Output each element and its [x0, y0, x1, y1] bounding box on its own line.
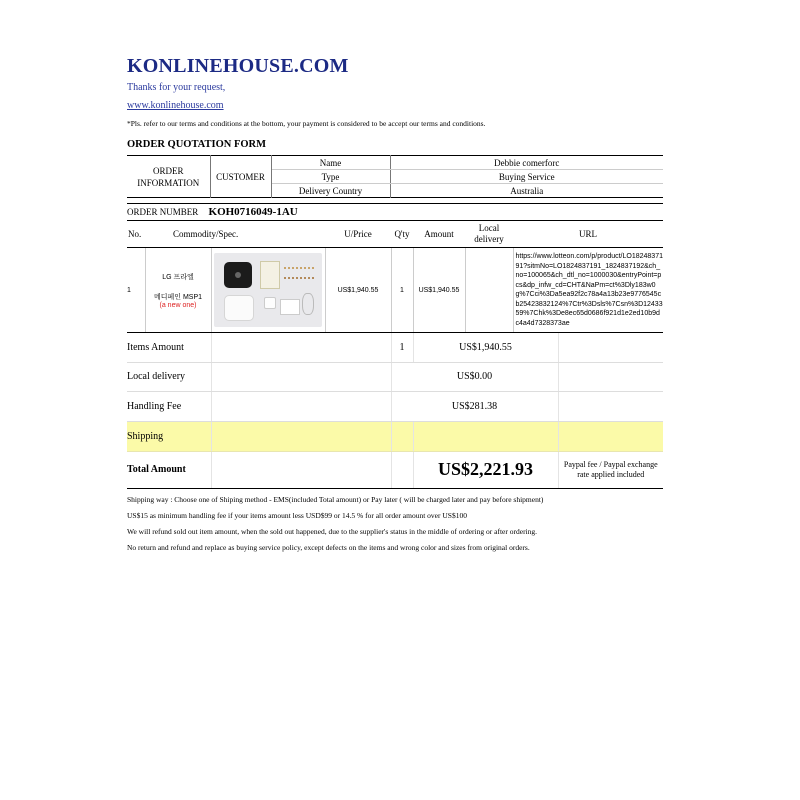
accessory-icon: [264, 297, 276, 309]
website-link[interactable]: www.konlinehouse.com: [127, 100, 224, 111]
footer-note: Shipping way : Choose one of Shiping method - EMS(included Total amount) or Pay later ( will be charged later and pay before shipment): [127, 494, 544, 504]
quotation-page: [127, 54, 663, 556]
item-name-cell: [145, 248, 211, 333]
order-number-row: [127, 203, 663, 221]
product-photo[interactable]: [214, 253, 322, 327]
form-title: ORDER QUOTATION FORM: [127, 139, 267, 150]
header-no: No.: [127, 221, 145, 248]
item-url-link[interactable]: https://www.lotteon.com/p/product/LO1824837191?sitmNo=LO1824837191_1824837192&ch_no=100065&ch_dtl_no=1000030&entryPoint=pcs&dp_infw_cd=CHT&NaPm=ct%3Dly183w0g%7Cci%3Da5ea92f2c78a4a13b23e9776545cb25423832124%7Ctr%3Dsls%7Csn%3D1243359%7Chk%3De8ec65d0686f921d1e2ed10b9dc4a4d7328373ae: [513, 248, 663, 333]
handling-fee-label: Handling Fee: [127, 392, 211, 422]
type-value: Buying Service: [390, 170, 663, 184]
item-photo-cell: [211, 248, 325, 333]
item-name-note: (a new one): [159, 301, 197, 309]
name-label: Name: [271, 156, 390, 170]
order-info-table: [127, 155, 663, 198]
table-row: [127, 248, 663, 333]
device-white-icon: [224, 295, 254, 321]
item-amount: US$1,940.55: [413, 248, 465, 333]
type-label: Type: [271, 170, 390, 184]
header-url: URL: [513, 221, 663, 248]
cable-icon: [284, 267, 314, 273]
order-number-value: KOH0716049-1AU: [208, 206, 298, 218]
header-commodity: Commodity/Spec.: [145, 221, 325, 248]
order-info-label: ORDER INFORMATION: [127, 156, 210, 198]
paypal-note: Paypal fee / Paypal exchange rate applied included: [558, 451, 663, 488]
item-name-line2: 메디페인 MSP1: [153, 293, 203, 301]
thanks-text: Thanks for your request,: [127, 82, 226, 93]
shipping-label: Shipping: [127, 421, 211, 451]
local-delivery-value: US$0.00: [391, 362, 558, 392]
footer-note: US$15 as minimum handling fee if your items amount less USD$99 or 14.5 % for all order amount over US$100: [127, 510, 467, 520]
handling-fee-value: US$281.38: [391, 392, 558, 422]
terms-note: *Pls. refer to our terms and conditions at the bottom, your payment is considered to be accept our terms and conditions.: [127, 119, 486, 128]
header-unit-price: U/Price: [325, 221, 391, 248]
shipping-value: [413, 421, 558, 451]
device-black-icon: [224, 262, 252, 288]
footer-notes: [127, 492, 663, 556]
item-local-delivery: [465, 248, 513, 333]
header-qty: Q'ty: [391, 221, 413, 248]
accessory-icon: [280, 299, 300, 315]
footer-note: No return and refund and replace as buying service policy, except defects on the items and wrong color and sizes from original orders.: [127, 542, 530, 552]
brand-title: KONLINEHOUSE.COM: [127, 55, 349, 77]
header-amount: Amount: [413, 221, 465, 248]
footer-note: We will refund sold out item amount, when the sold out happened, due to the supplier's status in the middle of ordering or after ordering.: [127, 526, 538, 536]
customer-label: CUSTOMER: [210, 156, 271, 198]
items-amount-value: US$1,940.55: [413, 333, 558, 362]
items-amount-qty: 1: [391, 333, 413, 362]
item-unit-price: US$1,940.55: [325, 248, 391, 333]
country-label: Delivery Country: [271, 184, 390, 198]
header-local-delivery: Local delivery: [465, 221, 513, 248]
item-no: 1: [127, 248, 145, 333]
order-number-label: ORDER NUMBER: [127, 207, 199, 217]
name-value: Debbie comerforc: [390, 156, 663, 170]
items-table: [127, 221, 663, 333]
accessory-pack-icon: [260, 261, 280, 289]
summary-table: [127, 333, 663, 489]
item-qty: 1: [391, 248, 413, 333]
cable-icon: [284, 277, 314, 285]
total-amount-value: US$2,221.93: [413, 451, 558, 488]
items-amount-label: Items Amount: [127, 333, 211, 362]
country-value: Australia: [510, 185, 544, 196]
cord-icon: [302, 293, 314, 315]
total-amount-label: Total Amount: [127, 451, 211, 488]
item-name-line1: LG 프라엘: [162, 273, 194, 281]
local-delivery-label: Local delivery: [127, 362, 211, 392]
